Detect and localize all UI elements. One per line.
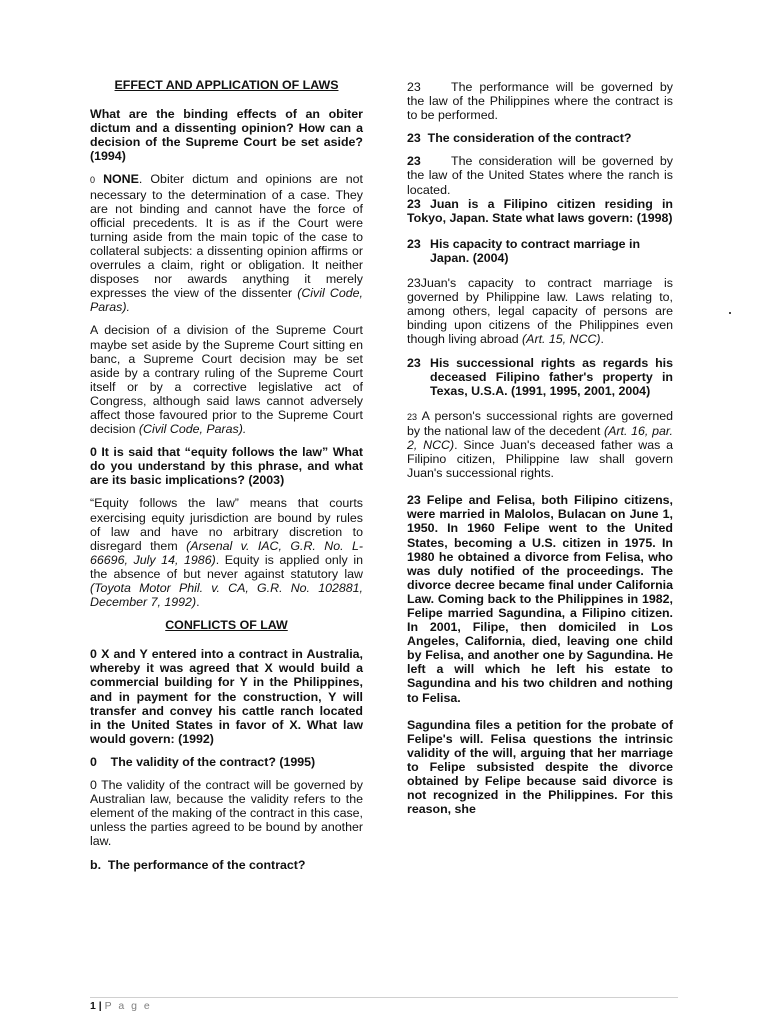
answer-obiter-dictum (90, 172, 363, 314)
answer-text: A decision of a division of the Supreme Court maybe set aside by the Supreme Court sitting en banc, a Supreme Court decision may be set aside by a contrary ruling of the Supreme Court itself or by a corrective legislative act of Congress, although said laws cannot adversely affect those favoured prior to the Supreme Court decision (90, 323, 363, 437)
question-juan: 23 Juan is a Filipino citizen residing in Tokyo, Japan. State what laws govern: (1998) (407, 196, 673, 225)
answer-text: The performance will be governed by the law of the Philippines where the contract is to be performed. (407, 80, 673, 123)
item-number: 0 (90, 175, 96, 186)
answer-text: . (600, 332, 604, 347)
answer-text: . Equity is applied only in the absence of but never against statutory law (90, 552, 363, 581)
answer-lead: NONE (103, 172, 139, 187)
item-number: 23 (407, 80, 421, 94)
item-number: 23 (407, 355, 421, 370)
answer-text: “Equity follows the law” means that courts exercising equity jurisdiction are bound by rules of law and have no arbitrary discretion to disregard them (90, 496, 363, 553)
answer-validity: 0 The validity of the contract will be governed by Australian law, because the validity refers to the element of the making of the contract in this case, unless the parties agreed to be bound by another law. (90, 778, 363, 849)
citation: (Civil Code, Paras). (138, 422, 247, 437)
answer-text: 23Juan's capacity to contract marriage is governed by Philippine law. Laws relating to, among others, legal capacity of persons are binding upon citizens of the Philippines even though living abroad (407, 276, 673, 347)
answer-equity (90, 496, 363, 609)
page-label: P a g e (104, 1000, 152, 1012)
question-felipe-felisa: 23 Felipe and Felisa, both Filipino citizens, were married in Malolos, Bulacan on June 1, 1950. In 1960 Felipe went to the United States, becoming a U.S. citizen in 1975. In 1980 he obtained a divorce from Felisa, who was duly notified of the proceedings. The divorce decree became final under California Law. Coming back to the Philippines in 1982, Felipe married Sagundina, a Filipino citizen. In 2001, Filipe, then domiciled in Los Angeles, California, died, leaving one child by Felisa, and another one by Sagundina. He left a will which he left his estate to Sagundina and his two children and nothing to Felisa. (407, 493, 673, 705)
page-footer (90, 997, 678, 1012)
item-number: 23 (407, 411, 418, 422)
citation: (Civil Code, Paras). (90, 286, 363, 315)
question-contract-australia: 0 X and Y entered into a contract in Australia, whereby it was agreed that X would build a commercial building for Y in the Philippines, and in payment for the construction, Y will transfer and convey his cattle ranch located in the United States in favor of X. What law would govern: (1992) (90, 647, 363, 746)
answer-text: . Since Juan's deceased father was a Filipino citizen, Philippine law shall govern Juan's successional rights. (407, 437, 673, 481)
citation: (Toyota Motor Phil. v. CA, G.R. No. 102881, December 7, 1992) (90, 581, 363, 610)
answer-successional (407, 409, 673, 480)
page-number: 1 | (90, 1000, 102, 1012)
question-equity: 0 It is said that “equity follows the law” What do you understand by this phrase, and what are its basic implications? (2003) (90, 445, 363, 488)
left-column (90, 78, 363, 881)
answer-text: The consideration will be governed by the law of the United States where the ranch is located. (407, 154, 673, 197)
question-text: His capacity to contract marriage in Japan. (2004) (430, 236, 641, 265)
citation: (Art. 15, NCC) (522, 332, 601, 347)
sub-question-consideration: 23 The consideration of the contract? (407, 131, 632, 146)
question-sagundina-petition: Sagundina files a petition for the probate of Felipe's will. Felisa questions the intrinsic validity of the will, arguing that her marriage to Felipe subsisted despite the divorce obtained by Felipe because said divorce is not recognized in the Philippines. For this reason, she (407, 717, 673, 817)
sub-question-performance: b. The performance of the contract? (90, 857, 306, 872)
stray-mark (729, 312, 731, 314)
answer-set-aside (90, 323, 363, 436)
answer-capacity (407, 276, 673, 346)
question-obiter-dictum: What are the binding effects of an obiter dictum and a dissenting opinion? How can a decision of the Supreme Court be set aside? (1994) (90, 107, 363, 164)
answer-text: A person's successional rights are governed by the national law of the decedent (407, 408, 673, 438)
question-text: His successional rights as regards his deceased Filipino father's property in Texas, U.S.A. (1991, 1995, 2001, 2004) (430, 355, 673, 398)
citation: (Arsenal v. IAC, G.R. No. L-66696, July 14, 1986) (90, 538, 364, 567)
answer-consideration (407, 154, 673, 196)
right-column (407, 80, 673, 825)
sub-question-capacity (407, 237, 673, 265)
answer-performance (407, 80, 673, 122)
section-heading-conflicts: CONFLICTS OF LAW (165, 618, 288, 633)
answer-text: . Obiter dictum and opinions are not necessary to the determination of a case. They are not binding and cannot have the force of official precedents. It is as if the Court were turning aside from the main topic of the case to collateral subjects: a dissenting opinion affirms or overrules a claim, right or obligation. It neither disposes nor awards anything it merely expresses the view of the dissenter (90, 172, 363, 301)
item-number: 23 (407, 236, 421, 251)
answer-text: . (196, 595, 200, 610)
section-title: EFFECT AND APPLICATION OF LAWS (114, 78, 339, 92)
item-number: 23 (407, 154, 421, 169)
citation: (Art. 16, par. 2, NCC) (407, 423, 674, 452)
sub-question-successional (407, 356, 673, 398)
sub-question-validity: 0 The validity of the contract? (1995) (90, 754, 316, 769)
